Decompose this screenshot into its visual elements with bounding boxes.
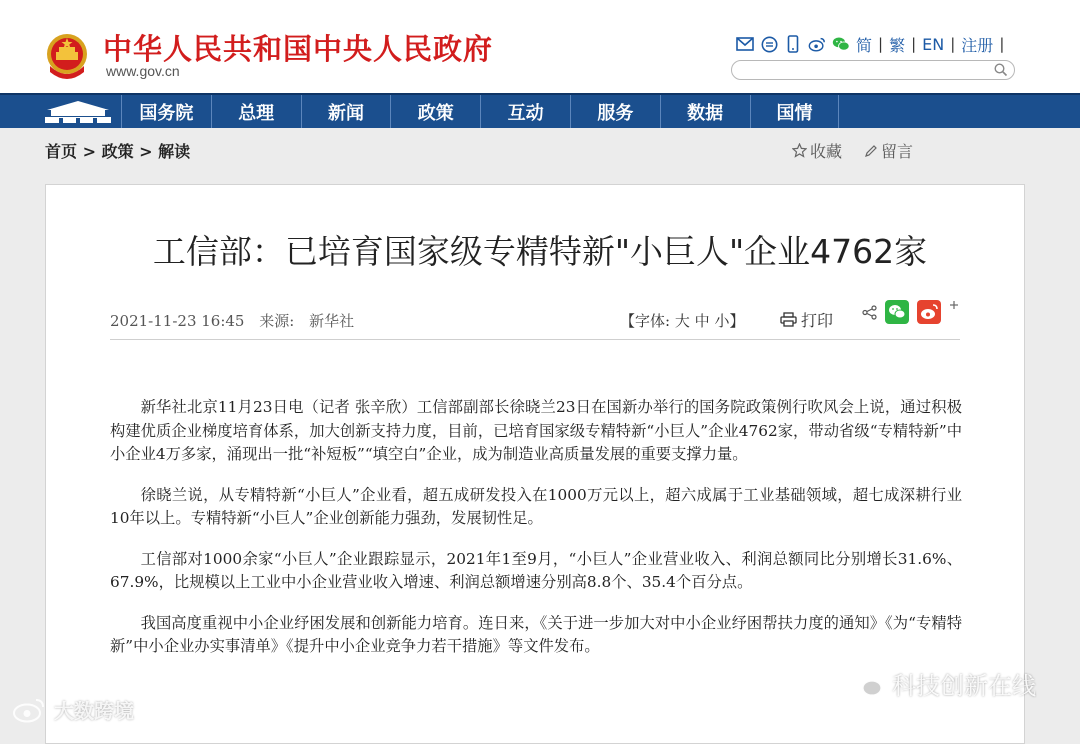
- mail-icon[interactable]: [736, 35, 754, 53]
- font-size-label: 【字体:: [620, 312, 671, 330]
- comment-button[interactable]: [864, 139, 913, 162]
- wechat-icon[interactable]: [832, 35, 850, 53]
- article-paragraph: 我国高度重视中小企业纾困发展和创新能力培育。连日来，《关于进一步加大对中小企业纾困帮扶力度的通知》《为“专精特新”中小企业办实事清单》《提升中小企业竞争力若干措施》等文件发布。: [110, 613, 962, 655]
- nav-item-services[interactable]: 服务: [570, 95, 660, 128]
- mobile-icon[interactable]: [784, 35, 802, 53]
- share-bar: [862, 300, 959, 324]
- nav-item-national-conditions[interactable]: 国情: [750, 95, 840, 128]
- watermark-left: [12, 695, 134, 724]
- separator: |: [878, 35, 884, 53]
- star-icon: [792, 143, 807, 158]
- article-paragraph: 徐晓兰说，从专精特新“小巨人”企业看，超五成研发投入在1000万元以上，超六成属于工业基础领域，超七成深耕行业10年以上。专精特新“小巨人”企业创新能力强劲，发展韧性足。: [110, 485, 962, 527]
- weibo-watermark-icon: [12, 697, 46, 723]
- wechat-share-icon[interactable]: [885, 300, 909, 324]
- more-share-icon[interactable]: [949, 300, 959, 324]
- share-icon[interactable]: [862, 305, 877, 320]
- header-tools: [736, 33, 1004, 55]
- print-button[interactable]: [780, 308, 833, 331]
- separator: |: [999, 35, 1005, 53]
- font-size-small[interactable]: 小】: [714, 312, 745, 330]
- font-size-large[interactable]: 大: [674, 312, 690, 330]
- chat-icon[interactable]: [760, 35, 778, 53]
- meta-divider: [110, 339, 960, 340]
- breadcrumb-policy[interactable]: 政策: [101, 142, 134, 161]
- breadcrumb-separator: >: [139, 142, 153, 161]
- breadcrumb-home[interactable]: 首页: [45, 142, 78, 161]
- home-gate-icon[interactable]: [41, 99, 115, 125]
- national-emblem-icon[interactable]: [44, 32, 90, 80]
- source-label: 来源:: [259, 312, 295, 330]
- favorite-label: 收藏: [810, 142, 843, 161]
- article-meta: [110, 310, 354, 331]
- nav-item-state-council[interactable]: 国务院: [121, 95, 211, 128]
- printer-icon: [780, 312, 797, 327]
- article-paragraph: 新华社北京11月23日电（记者 张辛欣）工信部副部长徐晓兰23日在国新办举行的国务院政策例行吹风会上说，通过积极构建优质企业梯度培育体系，加大创新支持力度，目前，已培育国家级专精特新“小巨人”企业4762家，带动省级“专精特新”中小企业4万多家，涌现出一批“补短板”“填空白”企业，成为制造业高质量发展的重要支撑力量。: [110, 398, 962, 463]
- breadcrumb: [45, 139, 190, 162]
- pencil-icon: [864, 144, 878, 158]
- weibo-share-icon[interactable]: [917, 300, 941, 324]
- wechat-watermark-icon: [850, 670, 884, 698]
- article-paragraph: 工信部对1000余家“小巨人”企业跟踪显示，2021年1至9月，“小巨人”企业营业收入、利润总额同比分别增长31.6%、67.9%，比规模以上工业中小企业营业收入增速、利润总额增速分别高8.8个、35.4个百分点。: [110, 549, 962, 591]
- breadcrumb-separator: >: [82, 142, 96, 161]
- watermark-right-text: 科技创新在线: [892, 672, 1036, 700]
- nav-item-premier[interactable]: 总理: [211, 95, 301, 128]
- print-label: 打印: [801, 311, 834, 330]
- nav-item-interaction[interactable]: 互动: [480, 95, 570, 128]
- comment-label: 留言: [881, 142, 914, 161]
- article-body: [110, 396, 962, 676]
- site-header: [0, 0, 1080, 93]
- source-name: 新华社: [309, 312, 355, 330]
- weibo-icon[interactable]: [808, 35, 826, 53]
- nav-items: [121, 95, 839, 128]
- separator: |: [911, 35, 917, 53]
- page-actions: [792, 139, 913, 162]
- lang-english-link[interactable]: EN: [922, 34, 945, 54]
- nav-item-data[interactable]: 数据: [660, 95, 750, 128]
- lang-traditional-link[interactable]: 繁: [889, 35, 906, 55]
- publish-date: 2021-11-23 16:45: [110, 312, 245, 330]
- favorite-button[interactable]: [792, 139, 842, 162]
- lang-simplified-link[interactable]: 简: [856, 35, 873, 55]
- watermark-right: [850, 666, 1036, 701]
- site-url[interactable]: www.gov.cn: [106, 63, 180, 79]
- search-input[interactable]: [731, 60, 1015, 80]
- separator: |: [950, 35, 956, 53]
- site-title[interactable]: 中华人民共和国中央人民政府: [103, 32, 494, 66]
- nav-item-policy[interactable]: 政策: [390, 95, 480, 128]
- nav-item-news[interactable]: 新闻: [301, 95, 391, 128]
- article-title: 工信部：已培育国家级专精特新"小巨人"企业4762家: [152, 232, 928, 271]
- main-nav: [0, 93, 1080, 128]
- register-link[interactable]: 注册: [961, 35, 994, 55]
- breadcrumb-current[interactable]: 解读: [158, 142, 191, 161]
- search-icon[interactable]: [994, 63, 1008, 77]
- font-size-medium[interactable]: 中: [694, 312, 710, 330]
- font-size-control: [620, 310, 744, 331]
- watermark-left-text: 大数跨境: [54, 699, 134, 723]
